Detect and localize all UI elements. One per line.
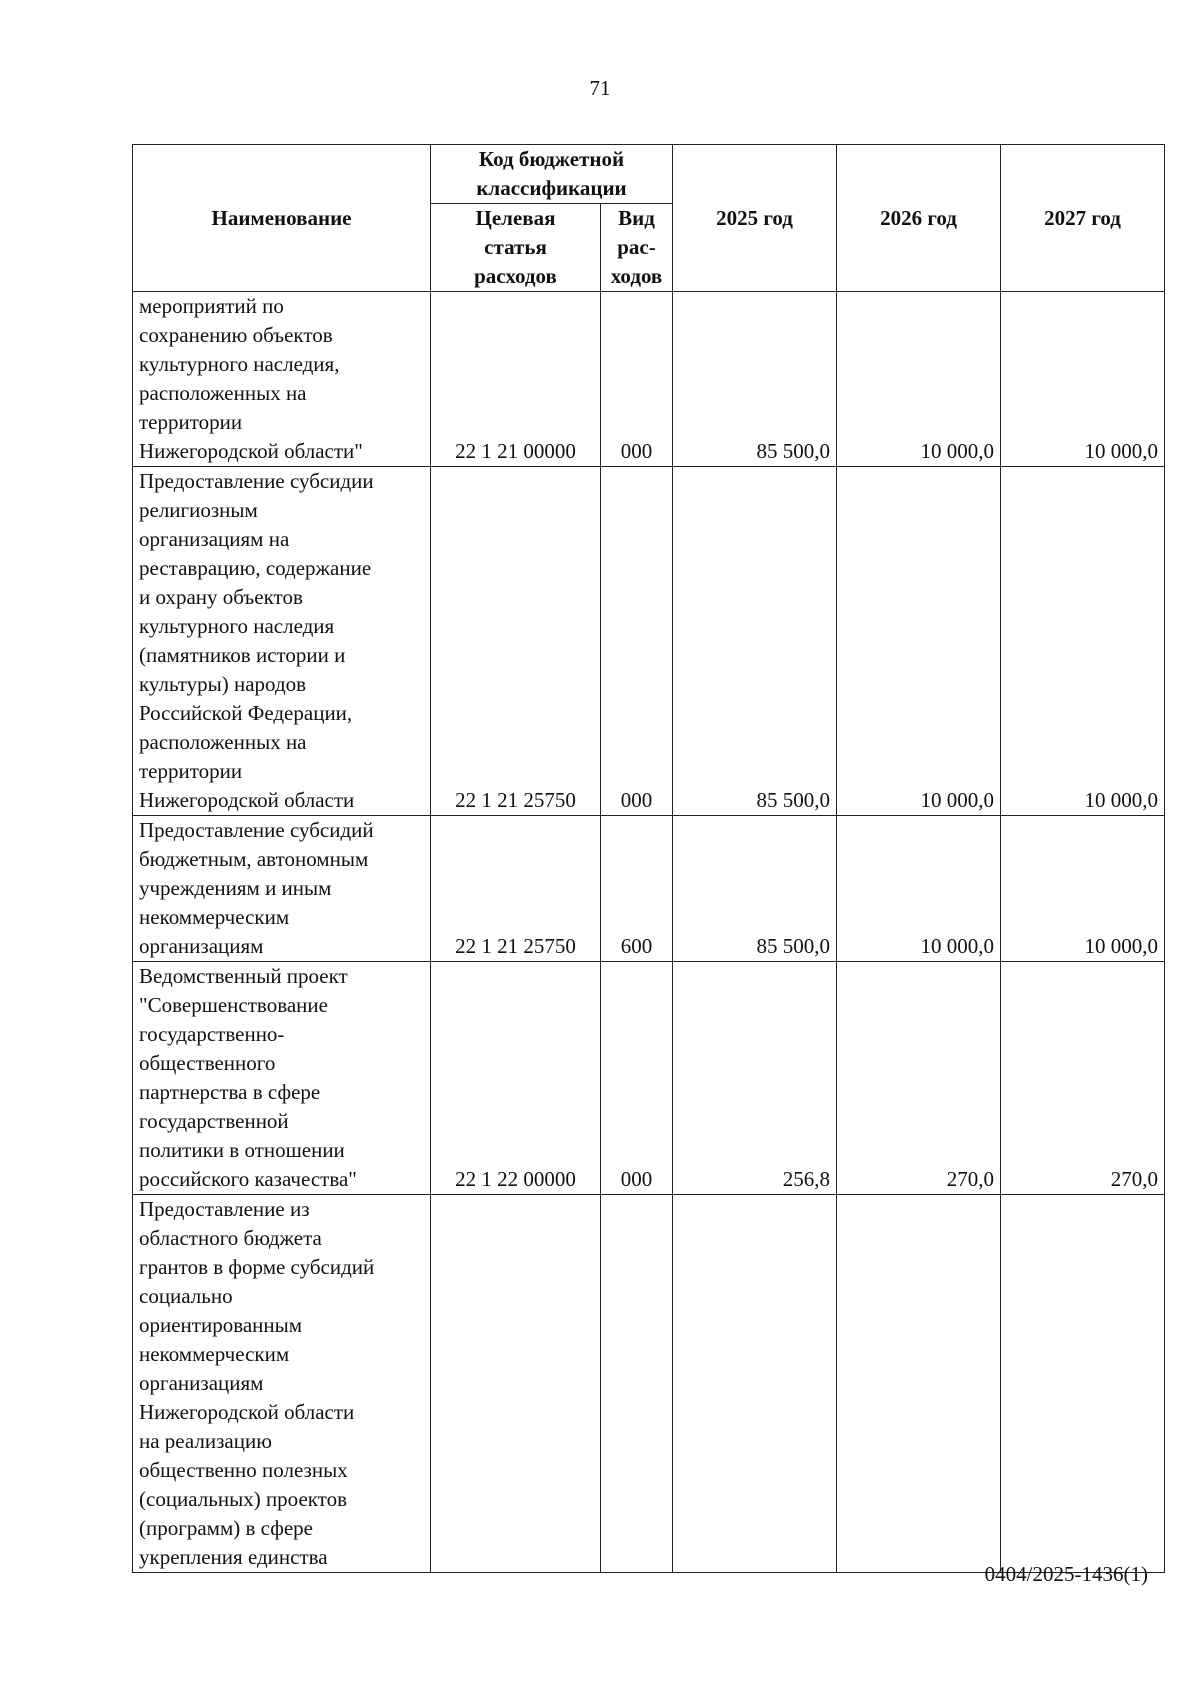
row-name-line: грантов в форме субсидий xyxy=(139,1255,375,1279)
row-name-line: реставрацию, содержание xyxy=(139,556,372,580)
row-name-line: территории xyxy=(139,410,243,434)
row-name-line: культуры) народов xyxy=(139,672,307,696)
row-name xyxy=(133,292,431,467)
row-target-code: 22 1 21 25750 xyxy=(431,816,601,962)
row-name-line: "Совершенствование xyxy=(139,993,328,1017)
row-amount-2027 xyxy=(1001,1195,1165,1573)
row-name-line: (памятников истории и xyxy=(139,643,346,667)
row-name xyxy=(133,1195,431,1573)
header-2027: 2027 год xyxy=(1001,145,1165,292)
row-expense-kind: 000 xyxy=(601,467,673,816)
row-name-line: (программ) в сфере xyxy=(139,1516,313,1540)
row-name-line: некоммерческим xyxy=(139,905,290,929)
row-name-line: Предоставление из xyxy=(139,1197,310,1221)
budget-table xyxy=(132,144,1165,1573)
row-name-line: Ведомственный проект xyxy=(139,964,348,988)
page-number: 71 xyxy=(589,76,611,100)
row-expense-kind xyxy=(601,1195,673,1573)
row-name-line: культурного наследия, xyxy=(139,352,340,376)
row-name-line: бюджетным, автономным xyxy=(139,847,369,871)
row-name-line: на реализацию xyxy=(139,1429,272,1453)
row-name-line: некоммерческим xyxy=(139,1342,290,1366)
header-2026: 2026 год xyxy=(837,145,1001,292)
row-name-line: государственно- xyxy=(139,1022,285,1046)
row-name-line: организациям xyxy=(139,934,264,958)
row-name-line: религиозным xyxy=(139,498,258,522)
row-amount-2026: 270,0 xyxy=(837,962,1001,1195)
row-name-line: территории xyxy=(139,759,243,783)
row-name-line: ориентированным xyxy=(139,1313,303,1337)
row-name-line: Нижегородской области" xyxy=(139,439,363,463)
row-amount-2025: 85 500,0 xyxy=(673,467,837,816)
row-name-line: политики в отношении xyxy=(139,1138,345,1162)
row-name-line: Предоставление субсидии xyxy=(139,469,374,493)
row-amount-2026: 10 000,0 xyxy=(837,292,1001,467)
row-target-code xyxy=(431,1195,601,1573)
row-name-line: социально xyxy=(139,1284,233,1308)
row-amount-2027: 10 000,0 xyxy=(1001,467,1165,816)
row-amount-2025: 85 500,0 xyxy=(673,816,837,962)
row-name-line: партнерства в сфере xyxy=(139,1080,321,1104)
row-target-code: 22 1 22 00000 xyxy=(431,962,601,1195)
row-name-line: культурного наследия xyxy=(139,614,335,638)
row-expense-kind: 600 xyxy=(601,816,673,962)
table-row xyxy=(133,1195,1165,1573)
row-name-line: общественного xyxy=(139,1051,276,1075)
row-name-line: российского казачества" xyxy=(139,1167,357,1191)
table-body xyxy=(133,292,1165,1573)
row-name-line: организациям на xyxy=(139,527,290,551)
row-amount-2026: 10 000,0 xyxy=(837,816,1001,962)
row-name xyxy=(133,816,431,962)
row-name-line: сохранению объектов xyxy=(139,323,333,347)
row-target-code: 22 1 21 00000 xyxy=(431,292,601,467)
table-row xyxy=(133,292,1165,467)
row-name-line: организациям xyxy=(139,1371,264,1395)
row-amount-2026 xyxy=(837,1195,1001,1573)
row-name-line: и охрану объектов xyxy=(139,585,303,609)
table-row xyxy=(133,962,1165,1195)
row-name-line: укрепления единства xyxy=(139,1545,328,1569)
table-row xyxy=(133,467,1165,816)
row-name-line: Нижегородской области xyxy=(139,788,355,812)
row-name xyxy=(133,962,431,1195)
row-name-line: областного бюджета xyxy=(139,1226,322,1250)
header-bk-group: Код бюджетной классификации xyxy=(431,145,673,204)
header-name: Наименование xyxy=(133,145,431,292)
row-name-line: Нижегородской области xyxy=(139,1400,355,1424)
row-amount-2025: 85 500,0 xyxy=(673,292,837,467)
table-row xyxy=(133,816,1165,962)
row-name-line: расположенных на xyxy=(139,381,307,405)
row-expense-kind: 000 xyxy=(601,292,673,467)
header-2025: 2025 год xyxy=(673,145,837,292)
row-name xyxy=(133,467,431,816)
row-amount-2027: 270,0 xyxy=(1001,962,1165,1195)
row-name-line: расположенных на xyxy=(139,730,307,754)
row-amount-2026: 10 000,0 xyxy=(837,467,1001,816)
row-amount-2027: 10 000,0 xyxy=(1001,816,1165,962)
row-expense-kind: 000 xyxy=(601,962,673,1195)
header-kind: Вид рас-ходов xyxy=(601,204,673,292)
row-name-line: (социальных) проектов xyxy=(139,1487,348,1511)
row-amount-2025 xyxy=(673,1195,837,1573)
row-name-line: Предоставление субсидий xyxy=(139,818,374,842)
row-amount-2027: 10 000,0 xyxy=(1001,292,1165,467)
header-target: Целевая статья расходов xyxy=(431,204,601,292)
document-id: 0404/2025-1436(1) xyxy=(984,1562,1148,1586)
row-name-line: мероприятий по xyxy=(139,294,284,318)
row-target-code: 22 1 21 25750 xyxy=(431,467,601,816)
row-name-line: учреждениям и иным xyxy=(139,876,332,900)
row-name-line: общественно полезных xyxy=(139,1458,348,1482)
row-name-line: государственной xyxy=(139,1109,289,1133)
row-name-line: Российской Федерации, xyxy=(139,701,353,725)
row-amount-2025: 256,8 xyxy=(673,962,837,1195)
